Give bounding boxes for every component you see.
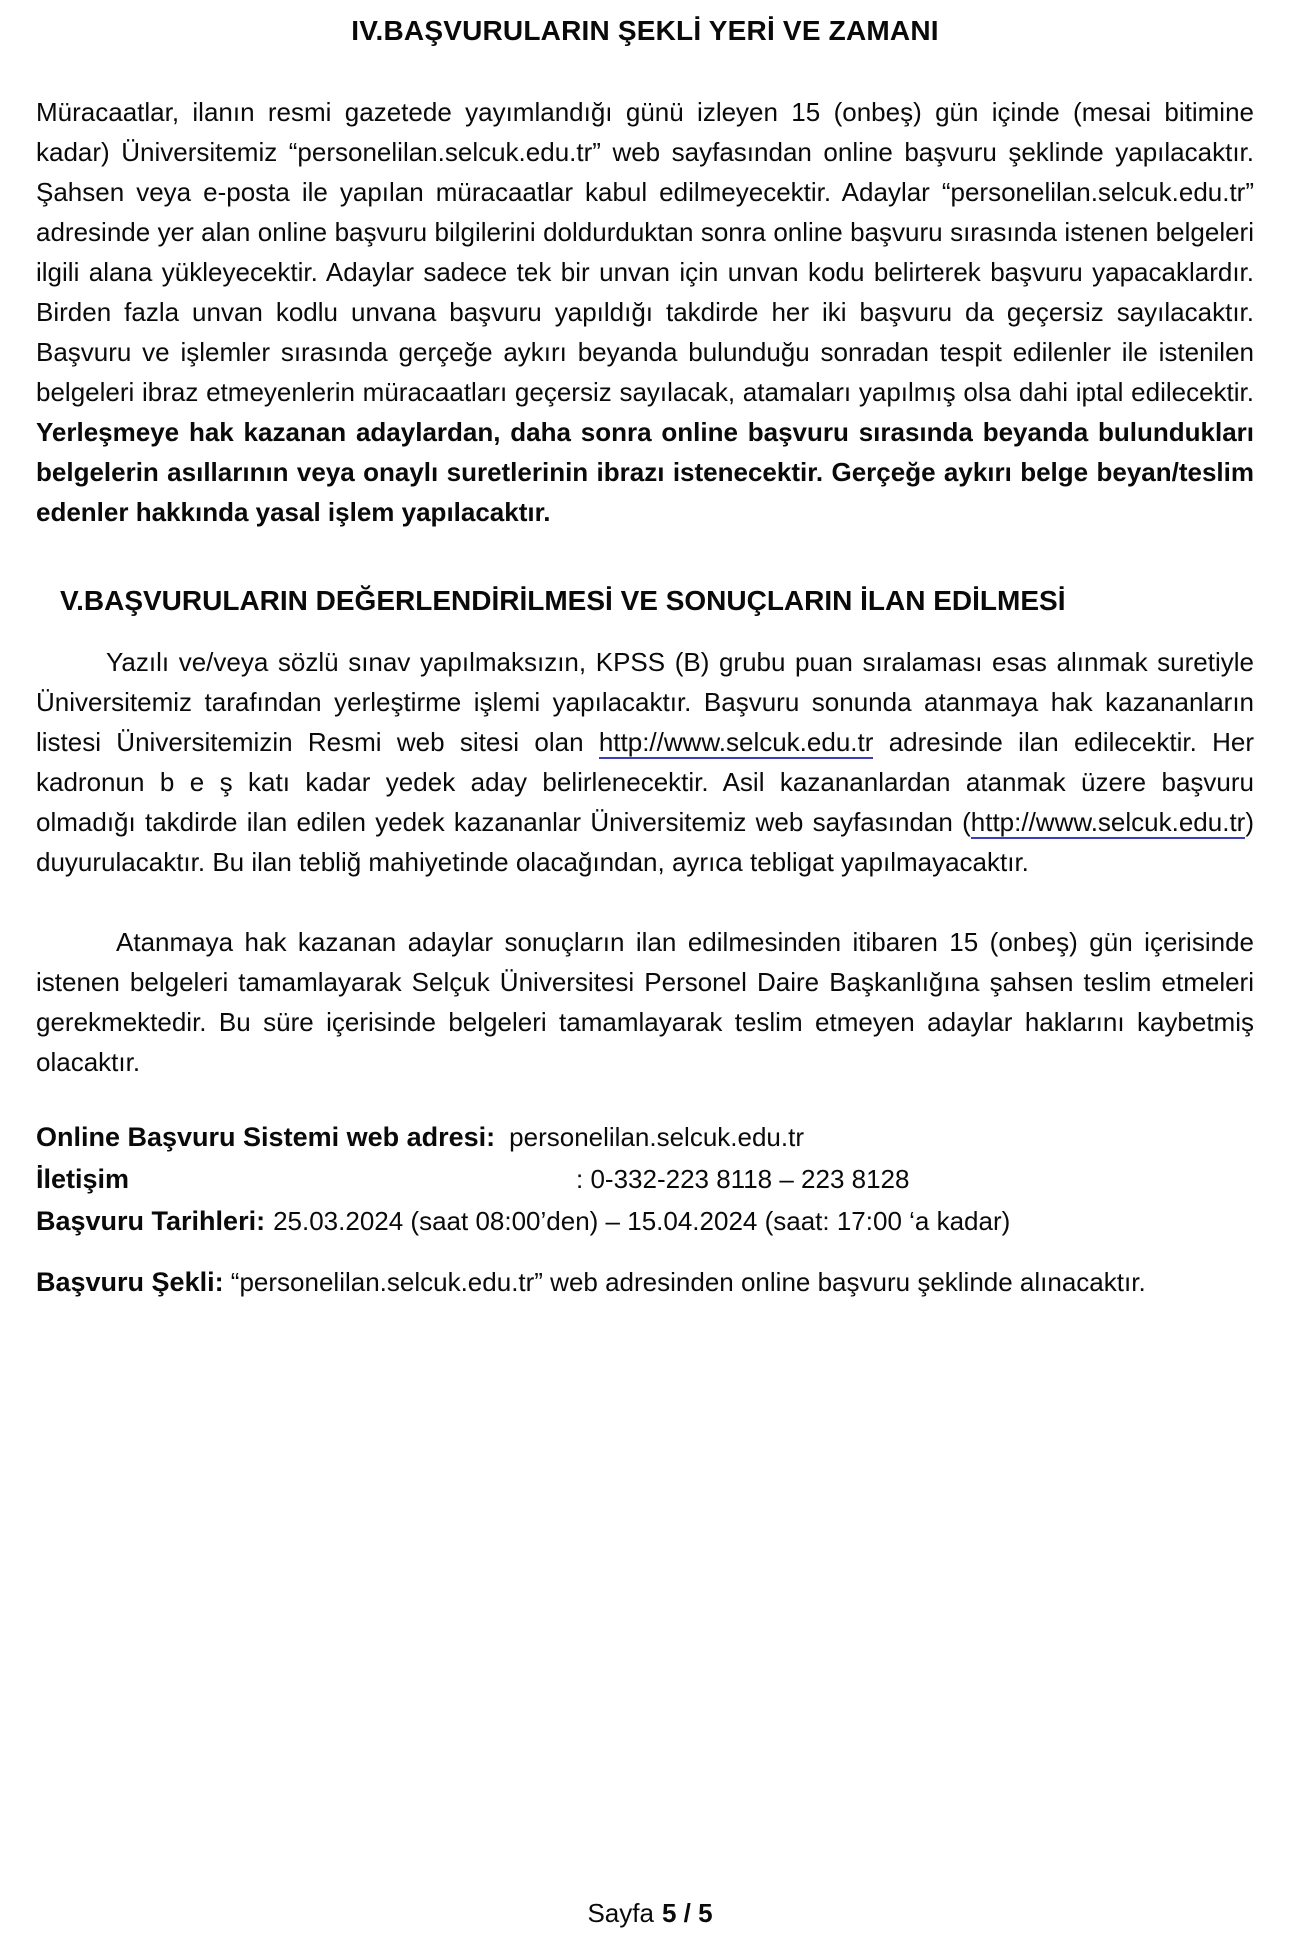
evaluation-text-2: adresinde ilan edilecektir. Her kadronun b e ş katı kadar yedek aday belirlenecektir. Asil kazananlardan atanmak üzere başvuru olmadığı takdirde ilan edilen yedek kazananlar Üniversitemiz web sayfasından ( — [36, 727, 1254, 837]
footer-page-label: Sayfa — [587, 1898, 654, 1928]
evaluation-text-1: Yazılı ve/veya sözlü sınav yapılmaksızın, KPSS (B) grubu puan sıralaması esas alınmak suretiyle Üniversitemiz tarafından yerleştirme işlemi yapılacaktır. Başvuru sonunda atanmaya hak kazananların listesi Üniversitemizin Resmi web sitesi olan — [36, 647, 1254, 757]
page-footer — [0, 1893, 1300, 1933]
application-method-paragraph — [36, 1262, 1254, 1302]
application-procedure-paragraph — [36, 92, 1254, 532]
selcuk-website-link-1[interactable]: http://www.selcuk.edu.tr — [598, 727, 874, 757]
section-v-title: V.BAŞVURULARIN DEĞERLENDİRİLMESİ VE SONUÇLARIN İLAN EDİLMESİ — [60, 585, 1066, 616]
footer-page-number: 5 / 5 — [661, 1898, 713, 1928]
contact-phone-numbers: : 0-332-223 8118 – 223 8128 — [576, 1164, 910, 1194]
section-iv-title: IV.BAŞVURULARIN ŞEKLİ YERİ VE ZAMANI — [351, 15, 939, 46]
application-dates-label: Başvuru Tarihleri: — [36, 1206, 266, 1236]
contact-info-block — [36, 1116, 1254, 1242]
application-dates-line — [36, 1200, 1254, 1242]
online-system-line — [36, 1116, 1254, 1158]
online-system-address: personelilan.selcuk.edu.tr — [509, 1122, 804, 1152]
online-system-label: Online Başvuru Sistemi web adresi: — [36, 1122, 496, 1152]
evaluation-text-3: ) duyurulacaktır. Bu ilan tebliğ mahiyetinde olacağından, ayrıca tebligat yapılmayacaktır. — [36, 807, 1254, 877]
document-submission-paragraph: Atanmaya hak kazanan adaylar sonuçların ilan edilmesinden itibaren 15 (onbeş) gün içerisinde istenen belgeleri tamamlayarak Selçuk Üniversitesi Personel Daire Başkanlığına şahsen teslim etmeleri gerekmektedir. Bu süre içerisinde belgeleri tamamlayarak teslim etmeyen adaylar haklarını kaybetmiş olacaktır. — [36, 927, 1254, 1077]
application-procedure-text: Müracaatlar, ilanın resmi gazetede yayımlandığı günü izleyen 15 (onbeş) gün içinde (mesai bitimine kadar) Üniversitemiz “personelilan.selcuk.edu.tr” web sayfasından online başvuru şeklinde yapılacaktır. Şahsen veya e-posta ile yapılan müracaatlar kabul edilmeyecektir. Adaylar “personelilan.selcuk.edu.tr” adresinde yer alan online başvuru bilgilerini doldurduktan sonra online başvuru sırasında istenen belgeleri ilgili alana yükleyecektir. Adaylar sadece tek bir unvan için unvan kodu belirterek başvuru yapacaklardır. Birden fazla unvan kodlu unvana başvuru yapıldığı takdirde her iki başvuru da geçersiz sayılacaktır. Başvuru ve işlemler sırasında gerçeğe aykırı beyanda bulunduğu sonradan tespit edilenler ile istenilen belgeleri ibraz etmeyenlerin müracaatları geçersiz sayılacak, atamaları yapılmış olsa dahi iptal edilecektir. — [36, 97, 1254, 407]
contact-line — [36, 1158, 1254, 1200]
application-method-text: “personelilan.selcuk.edu.tr” web adresinden online başvuru şeklinde alınacaktır. — [223, 1267, 1146, 1297]
application-dates-value: 25.03.2024 (saat 08:00’den) – 15.04.2024 (saat: 17:00 ‘a kadar) — [273, 1206, 1011, 1236]
contact-label: İletişim — [36, 1164, 130, 1194]
selcuk-website-link-2[interactable]: http://www.selcuk.edu.tr — [970, 807, 1246, 837]
application-method-label: Başvuru Şekli: — [36, 1267, 224, 1297]
evaluation-paragraph — [36, 642, 1254, 882]
application-warning-bold-text: Yerleşmeye hak kazanan adaylardan, daha sonra online başvuru sırasında beyanda bulundukları belgelerin asıllarının veya onaylı suretlerinin ibrazı istenecektir. Gerçeğe aykırı belge beyan/teslim edenler hakkında yasal işlem yapılacaktır. — [36, 417, 1254, 527]
